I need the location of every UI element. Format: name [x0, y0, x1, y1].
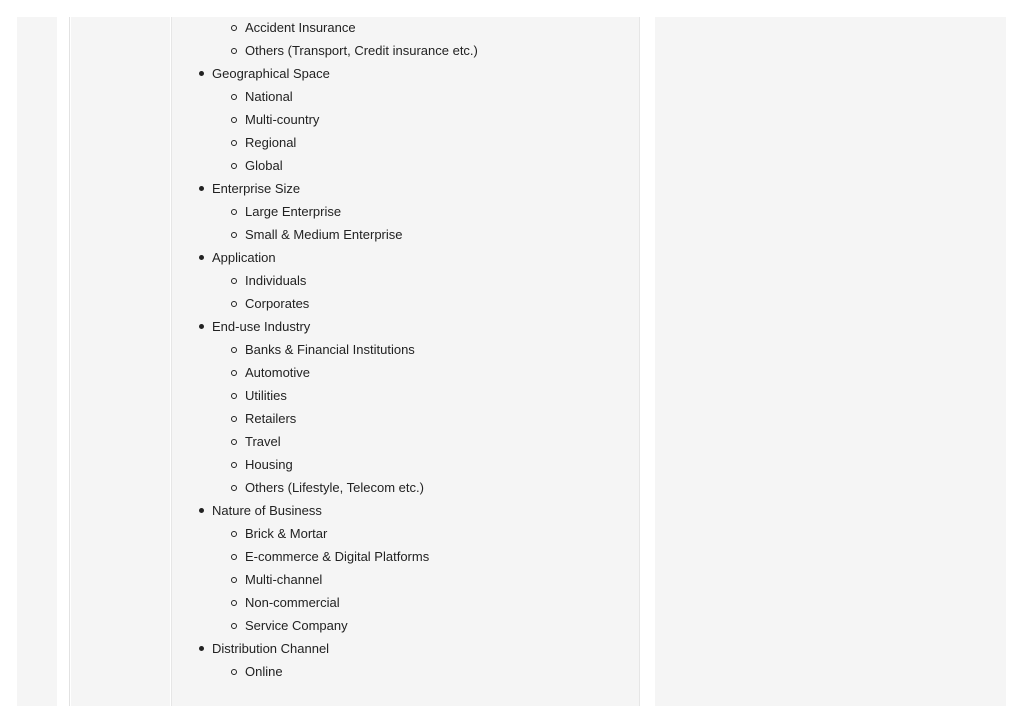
hollow-circle-icon — [231, 232, 237, 238]
sub-item-label: Non-commercial — [245, 595, 340, 610]
sub-item-label: Retailers — [245, 411, 297, 426]
category-item — [172, 637, 639, 683]
sub-item — [172, 614, 639, 637]
continued-category — [172, 17, 639, 62]
sub-item-label: E-commerce & Digital Platforms — [245, 549, 430, 564]
hollow-circle-icon — [231, 416, 237, 422]
hollow-circle-icon — [231, 209, 237, 215]
category-item — [172, 177, 639, 246]
sub-item — [172, 522, 639, 545]
hollow-circle-icon — [231, 278, 237, 284]
sub-item — [172, 17, 639, 39]
sub-item-label: National — [245, 89, 293, 104]
hollow-circle-icon — [231, 163, 237, 169]
hollow-circle-icon — [231, 531, 237, 537]
sub-item — [172, 545, 639, 568]
sub-item — [172, 591, 639, 614]
sub-item-label: Multi-channel — [245, 572, 323, 587]
sub-item — [172, 131, 639, 154]
hollow-circle-icon — [231, 393, 237, 399]
filled-disc-icon — [199, 255, 204, 260]
hollow-circle-icon — [231, 301, 237, 307]
filled-disc-icon — [199, 186, 204, 191]
rail-divider — [69, 17, 70, 706]
sub-item — [172, 660, 639, 683]
sub-item-label: Housing — [245, 457, 293, 472]
sub-list — [172, 522, 639, 637]
filled-disc-icon — [199, 508, 204, 513]
category-item — [172, 499, 639, 637]
hollow-circle-icon — [231, 439, 237, 445]
category-item — [172, 315, 639, 499]
hollow-circle-icon — [231, 577, 237, 583]
sub-item-label: Multi-country — [245, 112, 320, 127]
category-row — [172, 637, 639, 660]
hollow-circle-icon — [231, 117, 237, 123]
sub-item — [172, 39, 639, 62]
hollow-circle-icon — [231, 140, 237, 146]
category-row — [172, 177, 639, 200]
hollow-circle-icon — [231, 347, 237, 353]
hollow-circle-icon — [231, 462, 237, 468]
category-row — [172, 62, 639, 85]
sub-item — [172, 200, 639, 223]
category-row — [172, 499, 639, 522]
category-label: Nature of Business — [212, 503, 322, 518]
category-label: End-use Industry — [212, 319, 311, 334]
sub-item — [172, 407, 639, 430]
sub-item-label: Global — [245, 158, 283, 173]
category-label: Enterprise Size — [212, 181, 301, 196]
sub-item-label: Online — [245, 664, 283, 679]
sub-list — [172, 660, 639, 683]
sub-item-label: Large Enterprise — [245, 204, 342, 219]
sub-item — [172, 476, 639, 499]
hollow-circle-icon — [231, 370, 237, 376]
filled-disc-icon — [199, 324, 204, 329]
sub-item — [172, 338, 639, 361]
hollow-circle-icon — [231, 485, 237, 491]
sub-item-label: Utilities — [245, 388, 287, 403]
category-row — [172, 315, 639, 338]
category-item — [172, 62, 639, 177]
sub-list — [172, 200, 639, 246]
sub-item-label: Corporates — [245, 296, 310, 311]
sub-item — [172, 453, 639, 476]
sub-item — [172, 292, 639, 315]
nav-column — [71, 17, 170, 706]
sub-item — [172, 85, 639, 108]
left-rail — [17, 17, 57, 706]
sub-item-label: Service Company — [245, 618, 348, 633]
sub-item-label: Brick & Mortar — [245, 526, 328, 541]
sub-item — [172, 108, 639, 131]
sub-item — [172, 568, 639, 591]
sub-item-label: Others (Transport, Credit insurance etc.) — [245, 43, 478, 58]
category-label: Distribution Channel — [212, 641, 330, 656]
sub-item — [172, 430, 639, 453]
sub-list — [172, 17, 639, 62]
sub-item — [172, 269, 639, 292]
hollow-circle-icon — [231, 600, 237, 606]
sub-item — [172, 361, 639, 384]
sub-item — [172, 384, 639, 407]
right-panel — [655, 17, 1006, 706]
hollow-circle-icon — [231, 623, 237, 629]
sub-item-label: Travel — [245, 434, 281, 449]
hollow-circle-icon — [231, 48, 237, 54]
hollow-circle-icon — [231, 554, 237, 560]
content-card[interactable] — [171, 17, 640, 706]
sub-item-label: Individuals — [245, 273, 307, 288]
sub-item — [172, 154, 639, 177]
sub-list — [172, 269, 639, 315]
hollow-circle-icon — [231, 669, 237, 675]
sub-item-label: Accident Insurance — [245, 20, 356, 35]
category-item — [172, 246, 639, 315]
filled-disc-icon — [199, 646, 204, 651]
sub-list — [172, 85, 639, 177]
sub-item-label: Regional — [245, 135, 297, 150]
sub-item-label: Others (Lifestyle, Telecom etc.) — [245, 480, 424, 495]
sub-item — [172, 223, 639, 246]
category-label: Application — [212, 250, 276, 265]
category-row — [172, 246, 639, 269]
sub-item-label: Small & Medium Enterprise — [245, 227, 403, 242]
sub-item-label: Banks & Financial Institutions — [245, 342, 415, 357]
filled-disc-icon — [199, 71, 204, 76]
sub-list — [172, 338, 639, 499]
hollow-circle-icon — [231, 25, 237, 31]
category-label: Geographical Space — [212, 66, 330, 81]
hollow-circle-icon — [231, 94, 237, 100]
segments-list — [172, 17, 639, 683]
sub-item-label: Automotive — [245, 365, 311, 380]
